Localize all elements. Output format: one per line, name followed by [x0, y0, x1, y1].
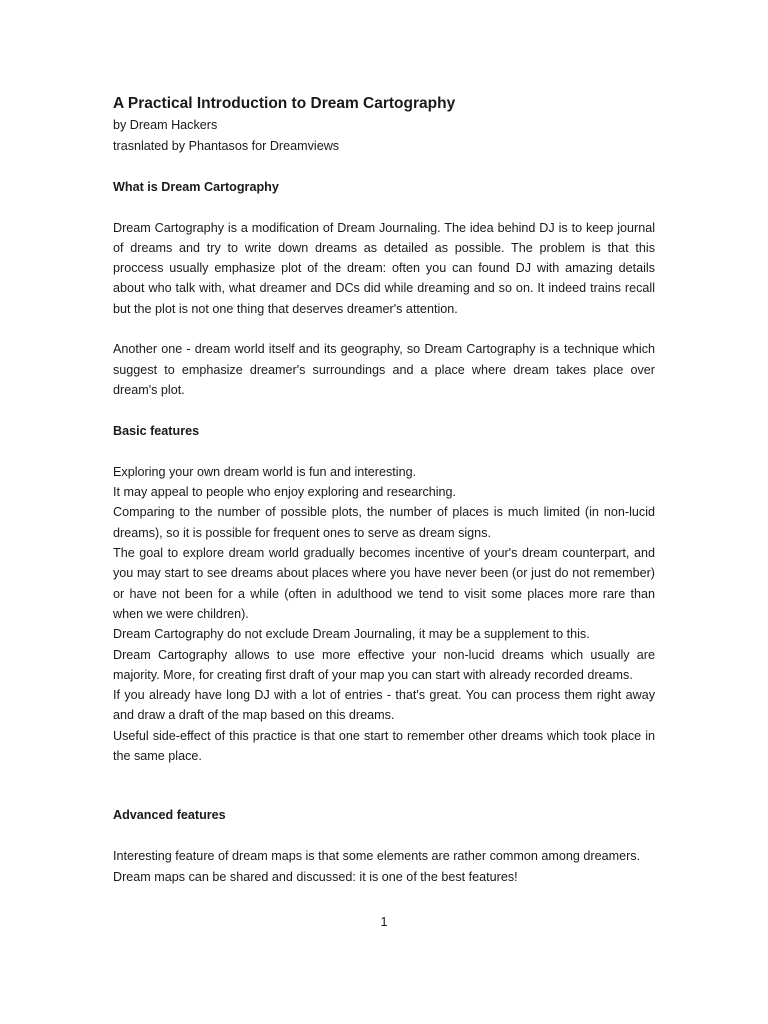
basic-line-7: If you already have long DJ with a lot of entries - that's great. You can process them right away and draw a draft of the map based on this dreams. — [113, 688, 655, 723]
paragraph-what-is-1: Dream Cartography is a modification of Dream Journaling. The idea behind DJ is to keep journal of dreams and try to write down dreams as detailed as possible. The problem is that this proccess usually emphasize plot of the dream: often you can found DJ with amazing details about who talk with, what dreamer and DCs did while dreaming and so on. It indeed trains recall but the plot is not one thing that deserves dreamer's attention. — [113, 220, 655, 316]
basic-line-8: Useful side-effect of this practice is that one start to remember other dreams which took place in the same place. — [113, 728, 655, 764]
advanced-line-1: Interesting feature of dream maps is that some elements are rather common among dreamers. — [113, 849, 641, 864]
advanced-line-2: Dream maps can be shared and discussed: it is one of the best features! — [113, 869, 518, 884]
basic-line-2: It may appeal to people who enjoy exploring and researching. — [113, 485, 457, 500]
document-body — [113, 92, 655, 887]
basic-line-1: Exploring your own dream world is fun and interesting. — [113, 464, 417, 479]
byline-author: by Dream Hackers — [113, 118, 218, 132]
section-heading-basic: Basic features — [113, 423, 200, 438]
page-number: 1 — [380, 915, 388, 929]
spacer — [113, 441, 655, 462]
basic-line-6: Dream Cartography allows to use more effective your non-lucid dreams which usually are majority. More, for creating first draft of your map you can start with already recorded dreams. — [113, 647, 655, 682]
document-title: A Practical Introduction to Dream Cartography — [113, 95, 456, 112]
paragraph-what-is-2: Another one - dream world itself and its geography, so Dream Cartography is a technique which suggest to emphasize dreamer's surroundings and a place where dream takes place over dream's plot. — [113, 342, 655, 398]
spacer — [113, 766, 655, 805]
section-heading-what-is: What is Dream Cartography — [113, 179, 279, 194]
basic-line-4: The goal to explore dream world gradually becomes incentive of your's dream counterpart, and you may start to see dreams about places where you have never been (or just do not remember) or have not been for a while (often in adulthood we tend to visit some places more rare than when we were children). — [113, 546, 655, 621]
section-heading-advanced: Advanced features — [113, 808, 226, 823]
basic-line-5: Dream Cartography do not exclude Dream Journaling, it may be a supplement to this. — [113, 627, 590, 642]
spacer — [113, 826, 655, 847]
spacer — [113, 319, 655, 340]
basic-line-3: Comparing to the number of possible plots, the number of places is much limited (in non-lucid dreams), so it is possible for frequent ones to serve as dream signs. — [113, 505, 655, 540]
spacer — [113, 197, 655, 218]
byline-translator: trasnlated by Phantasos for Dreamviews — [113, 138, 340, 153]
spacer — [113, 400, 655, 421]
spacer — [113, 156, 655, 177]
